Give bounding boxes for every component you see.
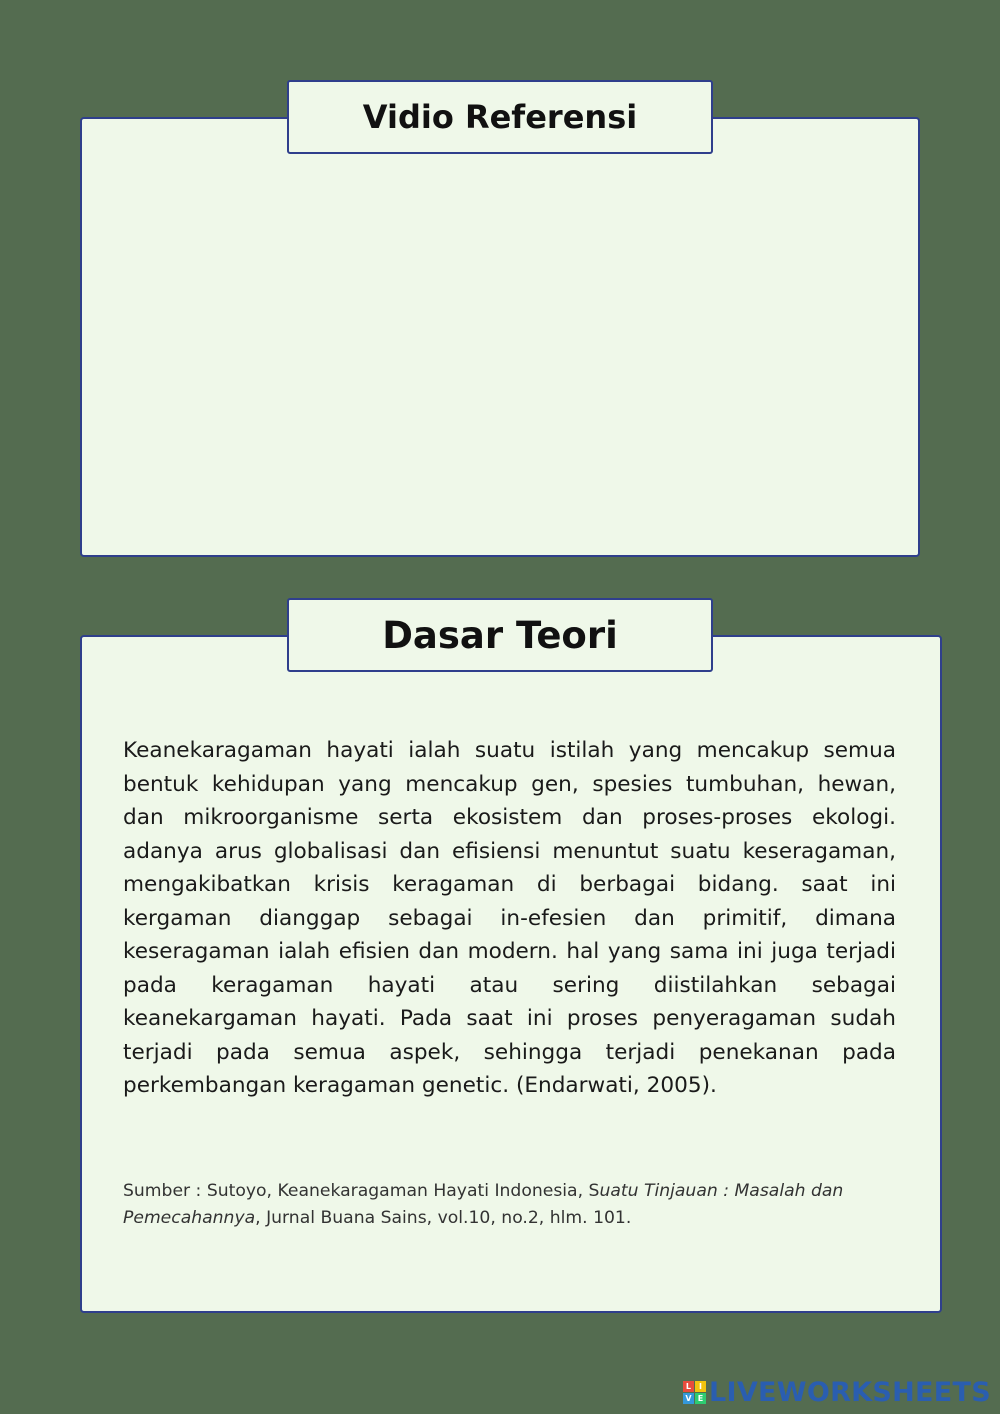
theory-title: Dasar Teori bbox=[287, 598, 713, 672]
liveworksheets-logo-icon bbox=[683, 1381, 706, 1404]
theory-paragraph: Keanekaragaman hayati ialah suatu istilah yang mencakup semua bentuk kehidupan yang mencakup gen, spesies tumbuhan, hewan, dan mikroorganisme serta ekosistem dan proses-proses ekologi. adanya arus globalisasi dan efisiensi menuntut suatu keseragaman, mengakibatkan krisis keragaman di berbagai bidang. saat ini kergaman dianggap sebagai in-efesien dan primitif, dimana keseragaman ialah efisien dan modern. hal yang sama ini juga terjadi pada keragaman hayati atau sering diistilahkan sebagai keanekargaman hayati. Pada saat ini proses penyeragaman sudah terjadi pada semua aspek, sehingga terjadi penekanan pada perkembangan keragaman genetic. (Endarwati, 2005). bbox=[123, 738, 896, 1098]
source-citation bbox=[123, 1178, 903, 1231]
source-suffix: , Jurnal Buana Sains, vol.10, no.2, hlm. 101. bbox=[255, 1207, 632, 1228]
logo-letter: E bbox=[695, 1393, 706, 1404]
source-prefix: Sumber : Sutoyo, Keanekaragaman Hayati Indonesia, S bbox=[123, 1181, 600, 1201]
logo-letter: L bbox=[683, 1381, 694, 1392]
liveworksheets-brand bbox=[683, 1377, 991, 1408]
logo-letter: V bbox=[683, 1393, 694, 1404]
video-reference-panel bbox=[80, 117, 920, 557]
video-reference-title: Vidio Referensi bbox=[287, 80, 713, 154]
source-italic-title: uatu Tinjauan : Masalah dan Pemecahannya bbox=[123, 1181, 844, 1228]
logo-letter: I bbox=[695, 1381, 706, 1392]
liveworksheets-wordmark: LIVEWORKSHEETS bbox=[708, 1377, 991, 1408]
